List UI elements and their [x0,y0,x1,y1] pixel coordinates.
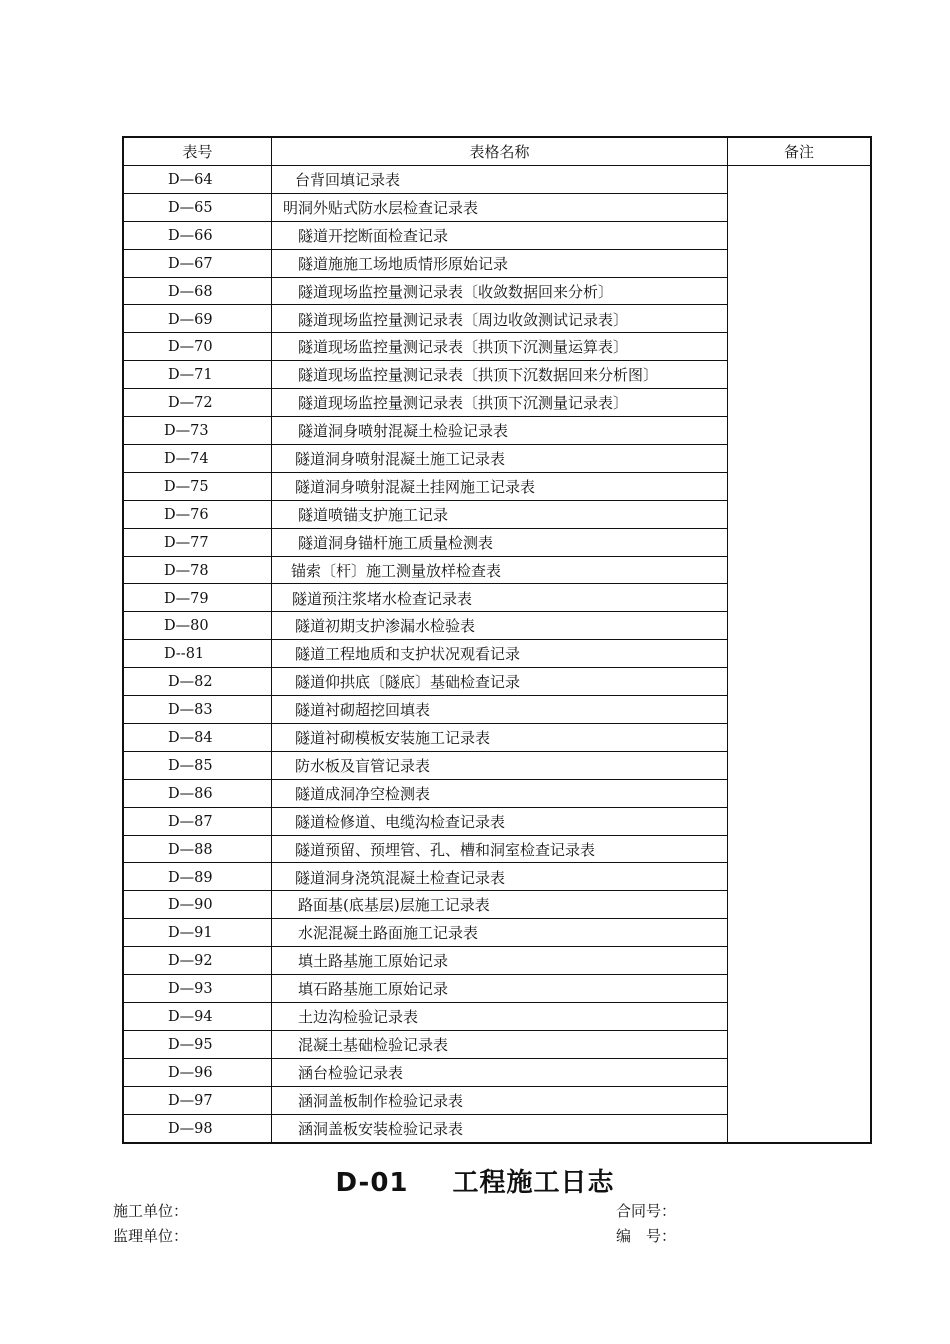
row-code: D—78 [164,562,209,579]
row-name: 隧道喷锚支护施工记录 [298,505,449,524]
table-row [124,975,727,1003]
form-index-table [122,136,872,1144]
row-code: D—97 [168,1092,213,1109]
table-row [124,696,727,724]
row-name: 隧道施施工场地质情形原始记录 [298,254,509,273]
row-name: 台背回填记录表 [295,171,401,189]
row-name: 水泥混凝土路面施工记录表 [298,924,479,943]
row-name: 隧道衬砌模板安装施工记录表 [295,729,491,747]
header-note: 备注 [783,143,814,161]
construction-unit-label: 施工单位： [113,1202,189,1220]
row-code: D—72 [168,395,213,412]
row-name: 隧道衬砌超挖回填表 [295,701,431,720]
row-name: 隧道洞身喷射混凝土施工记录表 [295,450,506,468]
row-name: 隧道预注浆堵水检查记录表 [292,589,473,608]
row-code: D—68 [168,283,213,300]
table-row [124,724,727,752]
table-row [124,389,727,417]
row-name: 涵洞盖板安装检验记录表 [298,1119,464,1138]
row-code: D—98 [168,1120,213,1137]
header-code: 表号 [182,143,213,161]
row-name: 锚索〔杆〕施工测量放样检查表 [291,561,502,580]
row-code: D—91 [168,925,213,942]
table-row [124,445,727,473]
row-name: 涵台检验记录表 [298,1063,404,1082]
supervision-unit-label: 监理单位： [113,1227,189,1245]
row-name: 隧道开挖断面检查记录 [298,226,449,245]
row-code: D—77 [164,534,209,551]
table-row [124,640,727,668]
table-row [124,278,727,306]
table-row [124,947,727,975]
row-name: 隧道预留、预埋管、孔、槽和洞室检查记录表 [295,840,596,859]
row-name: 隧道洞身浇筑混凝土检查记录表 [295,868,506,887]
document-title [0,1162,950,1199]
row-code: D--81 [164,646,205,663]
row-name: 土边沟检验记录表 [298,1008,419,1026]
row-code: D—88 [168,841,213,858]
row-name: 隧道现场监控量测记录表〔拱顶下沉数据回来分析图〕 [298,366,659,385]
row-code: D—64 [168,172,213,188]
row-name: 隧道现场监控量测记录表〔周边收敛测试记录表〕 [298,310,629,329]
table-row [124,585,727,613]
row-name: 隧道检修道、电缆沟检查记录表 [295,812,506,831]
row-code: D—94 [168,1009,213,1025]
table-row [124,333,727,361]
table-row [124,166,727,194]
row-code: D—90 [168,897,213,914]
row-name: 隧道洞身喷射混凝土挂网施工记录表 [295,477,536,496]
row-name: 路面基(底基层)层施工记录表 [298,896,490,915]
contract-no-label: 合同号： [616,1202,677,1220]
row-code: D—65 [168,199,213,216]
row-code: D—85 [168,757,213,774]
row-code: D—89 [168,869,213,886]
row-name: 隧道现场监控量测记录表〔拱顶下沉测量运算表〕 [298,338,629,357]
row-code: D—82 [168,674,213,691]
row-code: D—80 [164,618,209,635]
row-code: D—75 [164,478,209,495]
table-row [124,473,727,501]
table-row [124,668,727,696]
row-code: D—92 [168,953,213,970]
row-name: 填土路基施工原始记录 [298,952,449,971]
row-name: 隧道现场监控量测记录表〔收敛数据回来分析〕 [298,282,614,301]
row-code: D—87 [168,813,213,830]
row-code: D—69 [168,311,213,328]
table-row [124,222,727,250]
row-code: D—70 [168,339,213,356]
table-header-row [124,138,870,166]
row-name: 隧道洞身锚杆施工质量检测表 [298,533,494,552]
table-row [124,612,727,640]
row-code: D—84 [168,730,213,746]
row-code: D—66 [168,227,213,244]
table-row [124,1003,727,1031]
row-code: D—93 [168,981,213,998]
table-row [124,501,727,529]
table-row [124,836,727,864]
table-row [124,752,727,780]
row-name: 隧道仰拱底〔隧底〕基础检查记录 [295,673,521,692]
row-code: D—73 [164,423,209,440]
table-row [124,919,727,947]
row-name: 隧道洞身喷射混凝土检验记录表 [298,422,509,441]
row-code: D—83 [168,702,213,719]
row-name: 填石路基施工原始记录 [298,980,449,999]
row-name: 隧道工程地质和支护状况观看记录 [295,645,521,664]
table-row [124,808,727,836]
row-name: 涵洞盖板制作检验记录表 [298,1091,464,1110]
row-code: D—67 [168,255,213,272]
table-row [124,1059,727,1087]
table-row [124,891,727,919]
table-row [124,306,727,334]
table-row [124,1087,727,1115]
row-name: 隧道成洞净空检测表 [295,784,431,803]
row-name: 混凝土基础检验记录表 [298,1035,449,1054]
table-row [124,417,727,445]
form-title: 工程施工日志 [452,1168,615,1198]
row-code: D—71 [168,367,213,384]
table-row [124,361,727,389]
table-row [124,194,727,222]
table-row [124,557,727,585]
row-code: D—95 [168,1036,213,1053]
row-name: 隧道现场监控量测记录表〔拱顶下沉测量记录表〕 [298,394,629,413]
row-name: 隧道初期支护渗漏水检验表 [295,617,476,636]
row-name: 防水板及盲管记录表 [295,756,431,775]
row-code: D—86 [168,785,213,802]
table-row [124,250,727,278]
form-code: D-01 [335,1168,409,1198]
row-code: D—74 [164,451,209,467]
table-row [124,864,727,892]
number-label: 编 号： [616,1227,677,1245]
table-row [124,1115,727,1143]
column-divider [727,138,728,1142]
table-row [124,780,727,808]
header-name: 表格名称 [469,143,530,161]
table-row [124,529,727,557]
row-code: D—96 [168,1064,213,1081]
row-name: 明洞外贴式防水层检查记录表 [283,198,479,217]
row-code: D—79 [164,590,209,607]
row-code: D—76 [164,506,209,523]
table-row [124,1031,727,1059]
